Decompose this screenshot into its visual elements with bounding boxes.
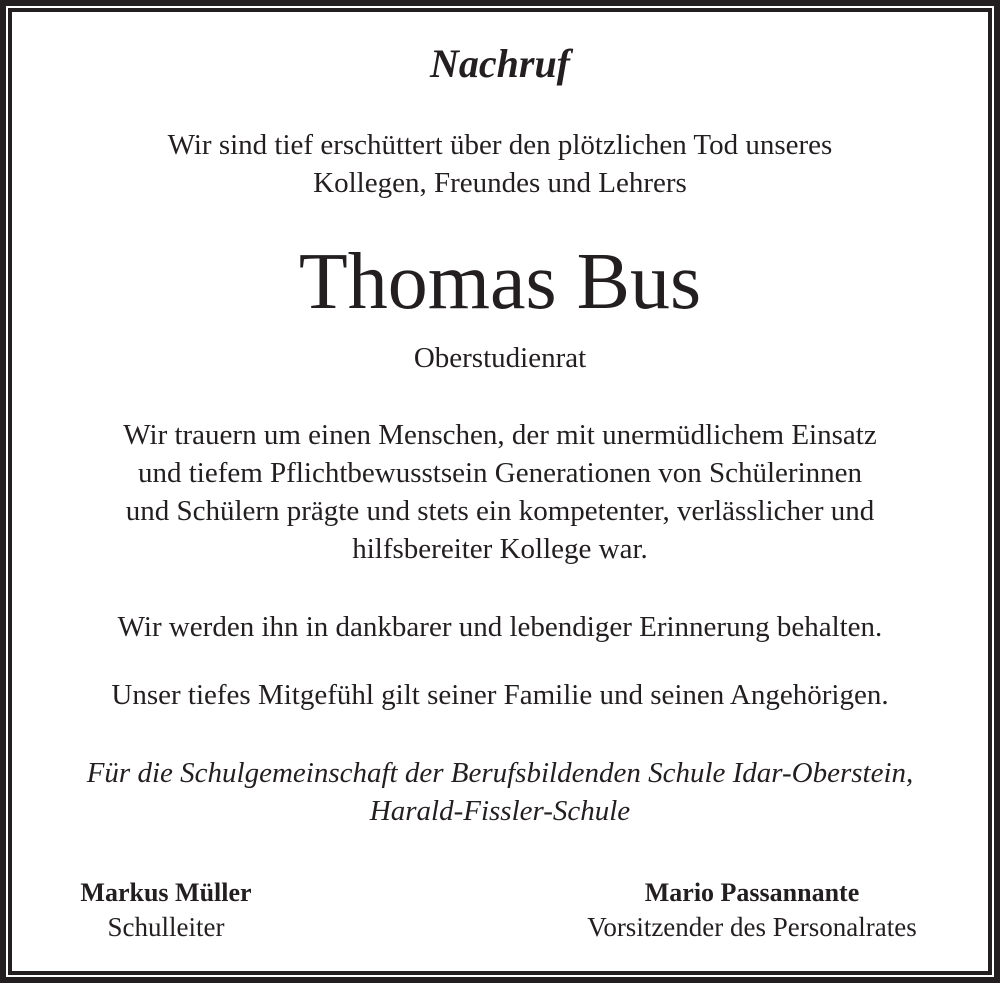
- condolence-text: Unser tiefes Mitgefühl gilt seiner Familie und seinen Angehörigen.: [111, 679, 889, 711]
- heading: Nachruf: [429, 41, 571, 86]
- intro-line-2: Kollegen, Freundes und Lehrers: [313, 167, 687, 199]
- deceased-name: Thomas Bus: [298, 238, 702, 326]
- tribute-line-1: Wir trauern um einen Menschen, der mit unermüdlichem Einsatz: [123, 419, 877, 451]
- tribute-line-3: und Schülern prägte und stets ein kompetenter, verlässlicher und: [125, 495, 875, 527]
- tribute-line-4: hilfsbereiter Kollege war.: [352, 533, 648, 565]
- signatory-staff-council: [532, 876, 972, 944]
- signatory-name: Markus Müller: [80, 878, 252, 907]
- signatory-principal: [56, 876, 276, 944]
- on-behalf-line-1: Für die Schulgemeinschaft der Berufsbildenden Schule Idar-Oberstein,: [86, 757, 914, 789]
- obituary-notice: [8, 8, 992, 975]
- signatory-name: Mario Passannante: [644, 878, 860, 907]
- intro-line-1: Wir sind tief erschüttert über den plötzlichen Tod unseres: [167, 129, 833, 161]
- on-behalf-line-2: Harald-Fissler-Schule: [369, 795, 631, 827]
- remembrance-text: Wir werden ihn in dankbarer und lebendiger Erinnerung behalten.: [117, 611, 883, 643]
- deceased-title: Oberstudienrat: [413, 342, 587, 374]
- signatory-role: Vorsitzender des Personalrates: [587, 912, 917, 942]
- signatory-role: Schulleiter: [107, 912, 225, 942]
- tribute-line-2: und tiefem Pflichtbewusstsein Generationen von Schülerinnen: [137, 457, 863, 489]
